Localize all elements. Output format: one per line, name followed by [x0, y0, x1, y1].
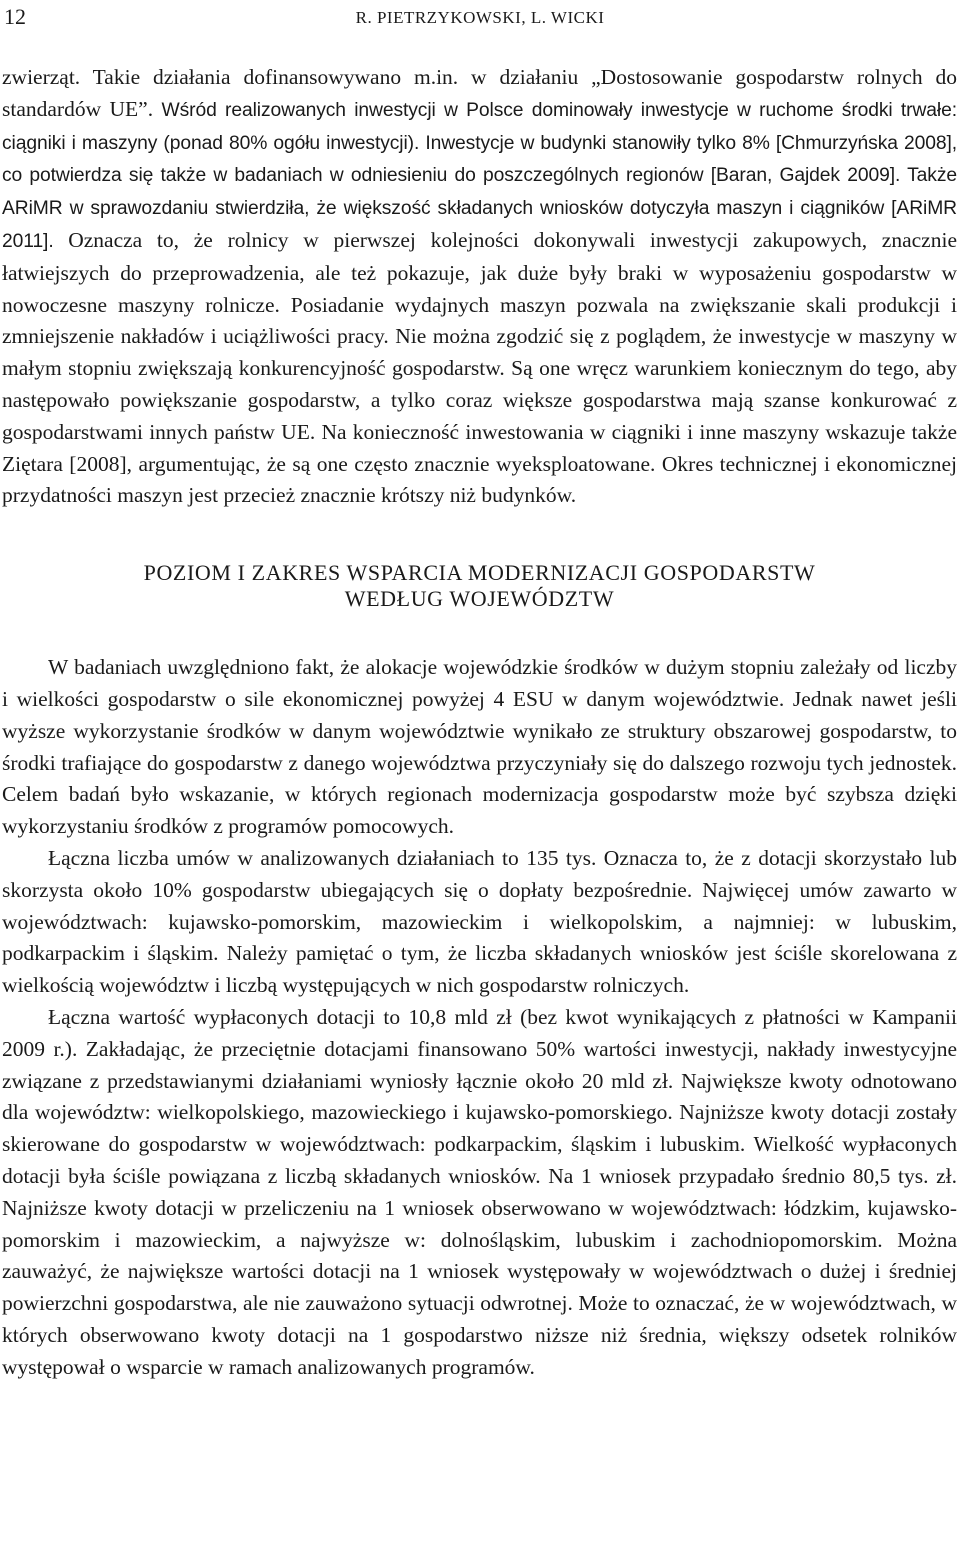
- section-heading: [2, 512, 957, 652]
- running-title: R. PIETRZYKOWSKI, L. WICKI: [355, 8, 605, 27]
- paragraph-continued: [2, 62, 957, 512]
- article-body: [2, 62, 957, 1383]
- paragraph: W badaniach uwzględniono fakt, że alokacje wojewódzkie środków w dużym stopniu zależały od liczby i wielkości gospodarstw o sile ekonomicznej powyżej 4 ESU w danym województwie. Jednak nawet jeśli wyższe wykorzystanie środków w danym województwie wynikało ze struktury obszarowej gospodarstw, to środki trafiające do gospodarstw z danego województwa przyczyniały się do dalszego rozwoju tych jednostek. Celem badań było wskazanie, w których regionach modernizacja gospodarstw może być szybsza dzięki wykorzystaniu środków z programów pomocowych.: [2, 655, 957, 839]
- paragraph-segment-serif: Oznacza to, że rolnicy w pierwszej kolejności dokonywali inwestycji zakupowych, znacznie łatwiejszych do przeprowadzenia, ale też pokazuje, jak duże były braki w wyposażeniu gospodarstw w nowoczesne maszyny rolnicze. Posiadanie wydajnych maszyn pozwala na zwiększanie skali produkcji i zmniejszenie nakładów i uciążliwości pracy. Nie można zgodzić się z poglądem, że inwestycje w maszyny w małym stopniu zwiększają konkurencyjność gospodarstw. Są one wręcz warunkiem koniecznym do tego, aby następowało powiększanie gospodarstw, a tylko coraz większe gospodarstwa mają szanse konkurować z gospodarstwami innych państw UE. Na konieczność inwestowania w ciągniki i inne maszyny wskazuje także Ziętara [2008], argumentując, że są one często znacznie wyeksploatowane. Okres technicznej i ekonomicznej przydatności maszyn jest przecież znacznie krótszy niż budynków.: [2, 227, 957, 508]
- paragraph-segment-sans: Wśród realizowanych inwestycji w Polsce dominowały inwestycje w ruchome środki trwałe: ciągniki i maszyny (ponad 80% ogółu inwestycji). Inwestycje w budynki stanowiły tylko 8% [Chmurzyńska 2008], co potwierdza się także w badaniach w odniesieniu do poszczególnych regionów [Baran, Gajdek 2009]. Także ARiMR w sprawozdaniu stwierdziła, że większość składanych wniosków dotyczyła maszyn i ciągników [ARiMR 2011].: [2, 99, 957, 252]
- paragraph: Łączna liczba umów w analizowanych działaniach to 135 tys. Oznacza to, że z dotacji skorzystało lub skorzysta około 10% gospodarstw ubiegających się o dopłaty bezpośrednie. Najwięcej umów zawarto w województwach: kujawsko-pomorskim, mazowieckim i wielkopolskim, a najmniej: w lubuskim, podkarpackim i śląskim. Należy pamiętać o tym, że liczba składanych wniosków jest ściśle skorelowana z wielkością województw i liczbą występujących w nich gospodarstw rolniczych.: [2, 845, 957, 998]
- section-heading-line-1: POZIOM I ZAKRES WSPARCIA MODERNIZACJI GOSPODARSTW: [143, 560, 816, 586]
- section-heading-line-2: WEDŁUG WOJEWÓDZTW: [344, 586, 615, 612]
- running-head: [4, 4, 956, 34]
- page-number: 12: [4, 4, 26, 29]
- paragraph: Łączna wartość wypłaconych dotacji to 10,8 mld zł (bez kwot wynikających z płatności w Kampanii 2009 r.). Zakładając, że przeciętnie dotacjami finansowano 50% wartości inwestycji, nakłady inwestycyjne związane z przedstawianymi działaniami wyniosły łącznie około 20 mld zł. Największe kwoty odnotowano dla województw: wielkopolskiego, mazowieckiego i kujawsko-pomorskiego. Najniższe kwoty dotacji zostały skierowane do gospodarstw w województwach: podkarpackim, śląskim i lubuskim. Wielkość wypłaconych dotacji była ściśle powiązana z liczbą składanych wniosków. Na 1 wniosek przypadało średnio 80,5 tys. zł. Najniższe kwoty dotacji w przeliczeniu na 1 wniosek obserwowano w województwach: łódzkim, kujawsko-pomorskim i mazowieckim, a najwyższe w: dolnośląskim, lubuskim i zachodniopomorskim. Można zauważyć, że największe wartości dotacji na 1 wniosek występowały w województwach o dużej i średniej powierzchni gospodarstwa, ale nie zauważono sytuacji odwrotnej. Może to oznaczać, że w województwach, w których obserwowano kwoty dotacji na 1 gospodarstwo niższe niż średnia, większy odsetek rolników występował o wsparcie w ramach analizowanych programów.: [2, 1004, 957, 1379]
- paragraph-segment-serif: zwierząt. Takie działania dofinansowywano m.in. w działaniu „Dostosowanie gospodarstw rolnych do standardów UE”.: [2, 65, 957, 121]
